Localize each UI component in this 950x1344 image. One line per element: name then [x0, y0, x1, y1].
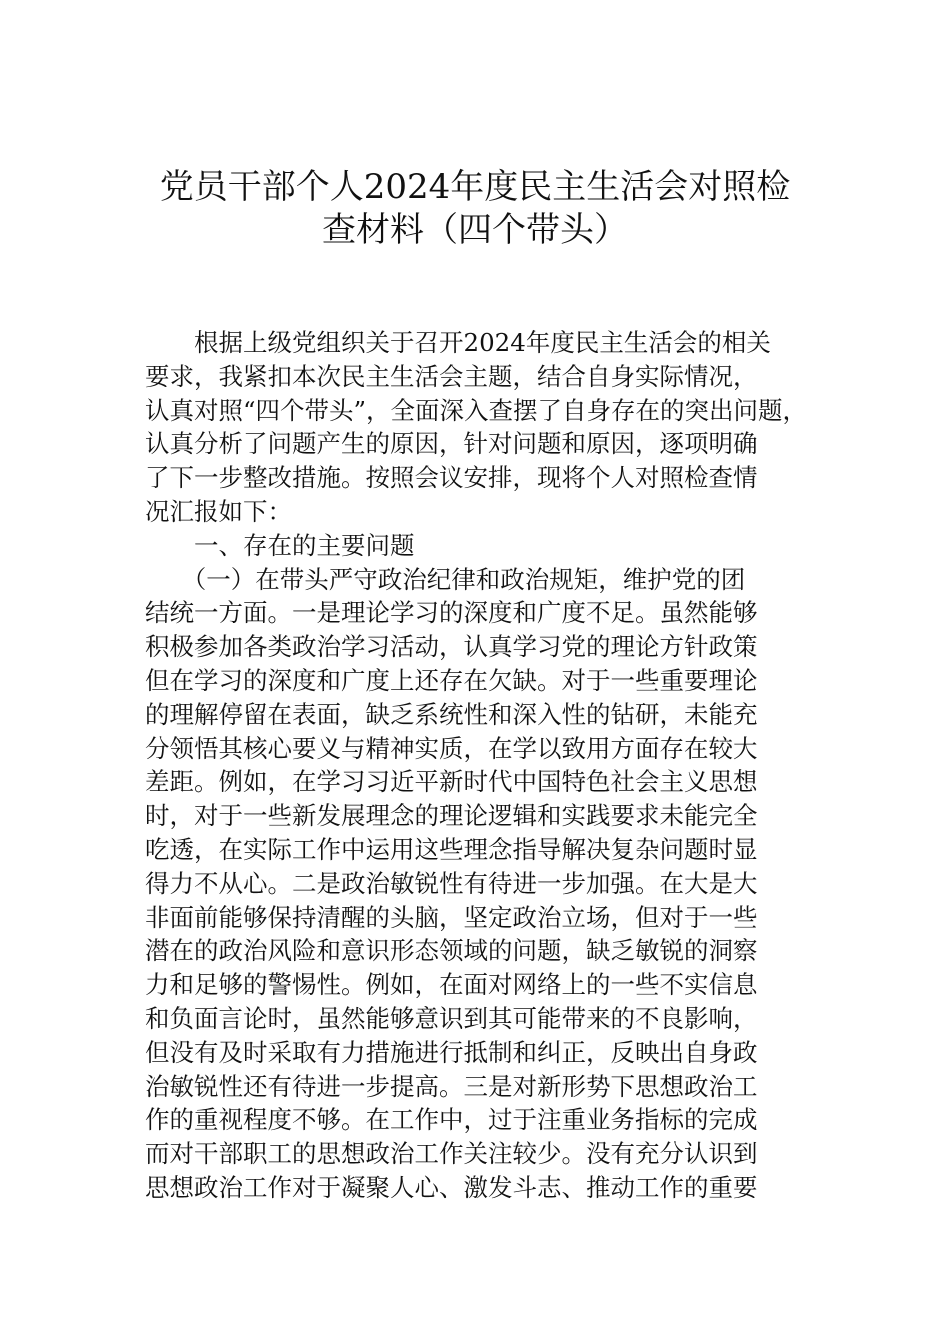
body-line: 得力不从心。二是政治敏锐性有待进一步加强。在大是大 [145, 868, 758, 898]
body-line: （一）在带头严守政治纪律和政治规矩，维护党的团 [145, 564, 746, 594]
body-line: 分领悟其核心要义与精神实质，在学以致用方面存在较大 [145, 733, 758, 763]
document-body [145, 326, 825, 1205]
document-title-line-1: 党员干部个人2024年度民主生活会对照检 [159, 167, 791, 207]
body-line: 根据上级党组织关于召开2024年度民主生活会的相关 [145, 328, 771, 357]
body-line: 但在学习的深度和广度上还存在欠缺。对于一些重要理论 [145, 665, 758, 695]
body-line: 时，对于一些新发展理念的理论逻辑和实践要求未能完全 [145, 801, 758, 831]
body-line: 非面前能够保持清醒的头脑，坚定政治立场，但对于一些 [145, 902, 758, 932]
body-line: 结统一方面。一是理论学习的深度和广度不足。虽然能够 [145, 598, 758, 628]
body-line: 况汇报如下： [145, 496, 292, 526]
document-title-line-2: 查材料（四个带头） [322, 210, 628, 250]
body-line: 差距。例如，在学习习近平新时代中国特色社会主义思想 [145, 767, 758, 797]
body-line: 积极参加各类政治学习活动，认真学习党的理论方针政策 [145, 632, 758, 662]
body-line: 认真分析了问题产生的原因，针对问题和原因，逐项明确 [145, 429, 758, 459]
body-line: 了下一步整改措施。按照会议安排，现将个人对照检查情 [145, 463, 758, 493]
body-line: 治敏锐性还有待进一步提高。三是对新形势下思想政治工 [145, 1071, 758, 1101]
body-line: 思想政治工作对于凝聚人心、激发斗志、推动工作的重要 [145, 1172, 758, 1202]
body-line: 吃透，在实际工作中运用这些理念指导解决复杂问题时显 [145, 834, 758, 864]
body-line: 一、存在的主要问题 [145, 530, 415, 560]
body-line: 认真对照“四个带头”，全面深入查摆了自身存在的突出问题， [145, 395, 808, 425]
body-line: 和负面言论时，虽然能够意识到其可能带来的不良影响， [145, 1003, 758, 1033]
body-line: 要求，我紧扣本次民主生活会主题，结合自身实际情况， [145, 361, 758, 391]
body-line: 但没有及时采取有力措施进行抵制和纠正，反映出自身政 [145, 1037, 758, 1067]
body-line: 的理解停留在表面，缺乏系统性和深入性的钻研，未能充 [145, 699, 758, 729]
body-line: 力和足够的警惕性。例如，在面对网络上的一些不实信息 [145, 970, 758, 1000]
body-line: 作的重视程度不够。在工作中，过于注重业务指标的完成 [145, 1105, 758, 1135]
body-line: 潜在的政治风险和意识形态领域的问题，缺乏敏锐的洞察 [145, 936, 758, 966]
body-line: 而对干部职工的思想政治工作关注较少。没有充分认识到 [145, 1139, 758, 1169]
